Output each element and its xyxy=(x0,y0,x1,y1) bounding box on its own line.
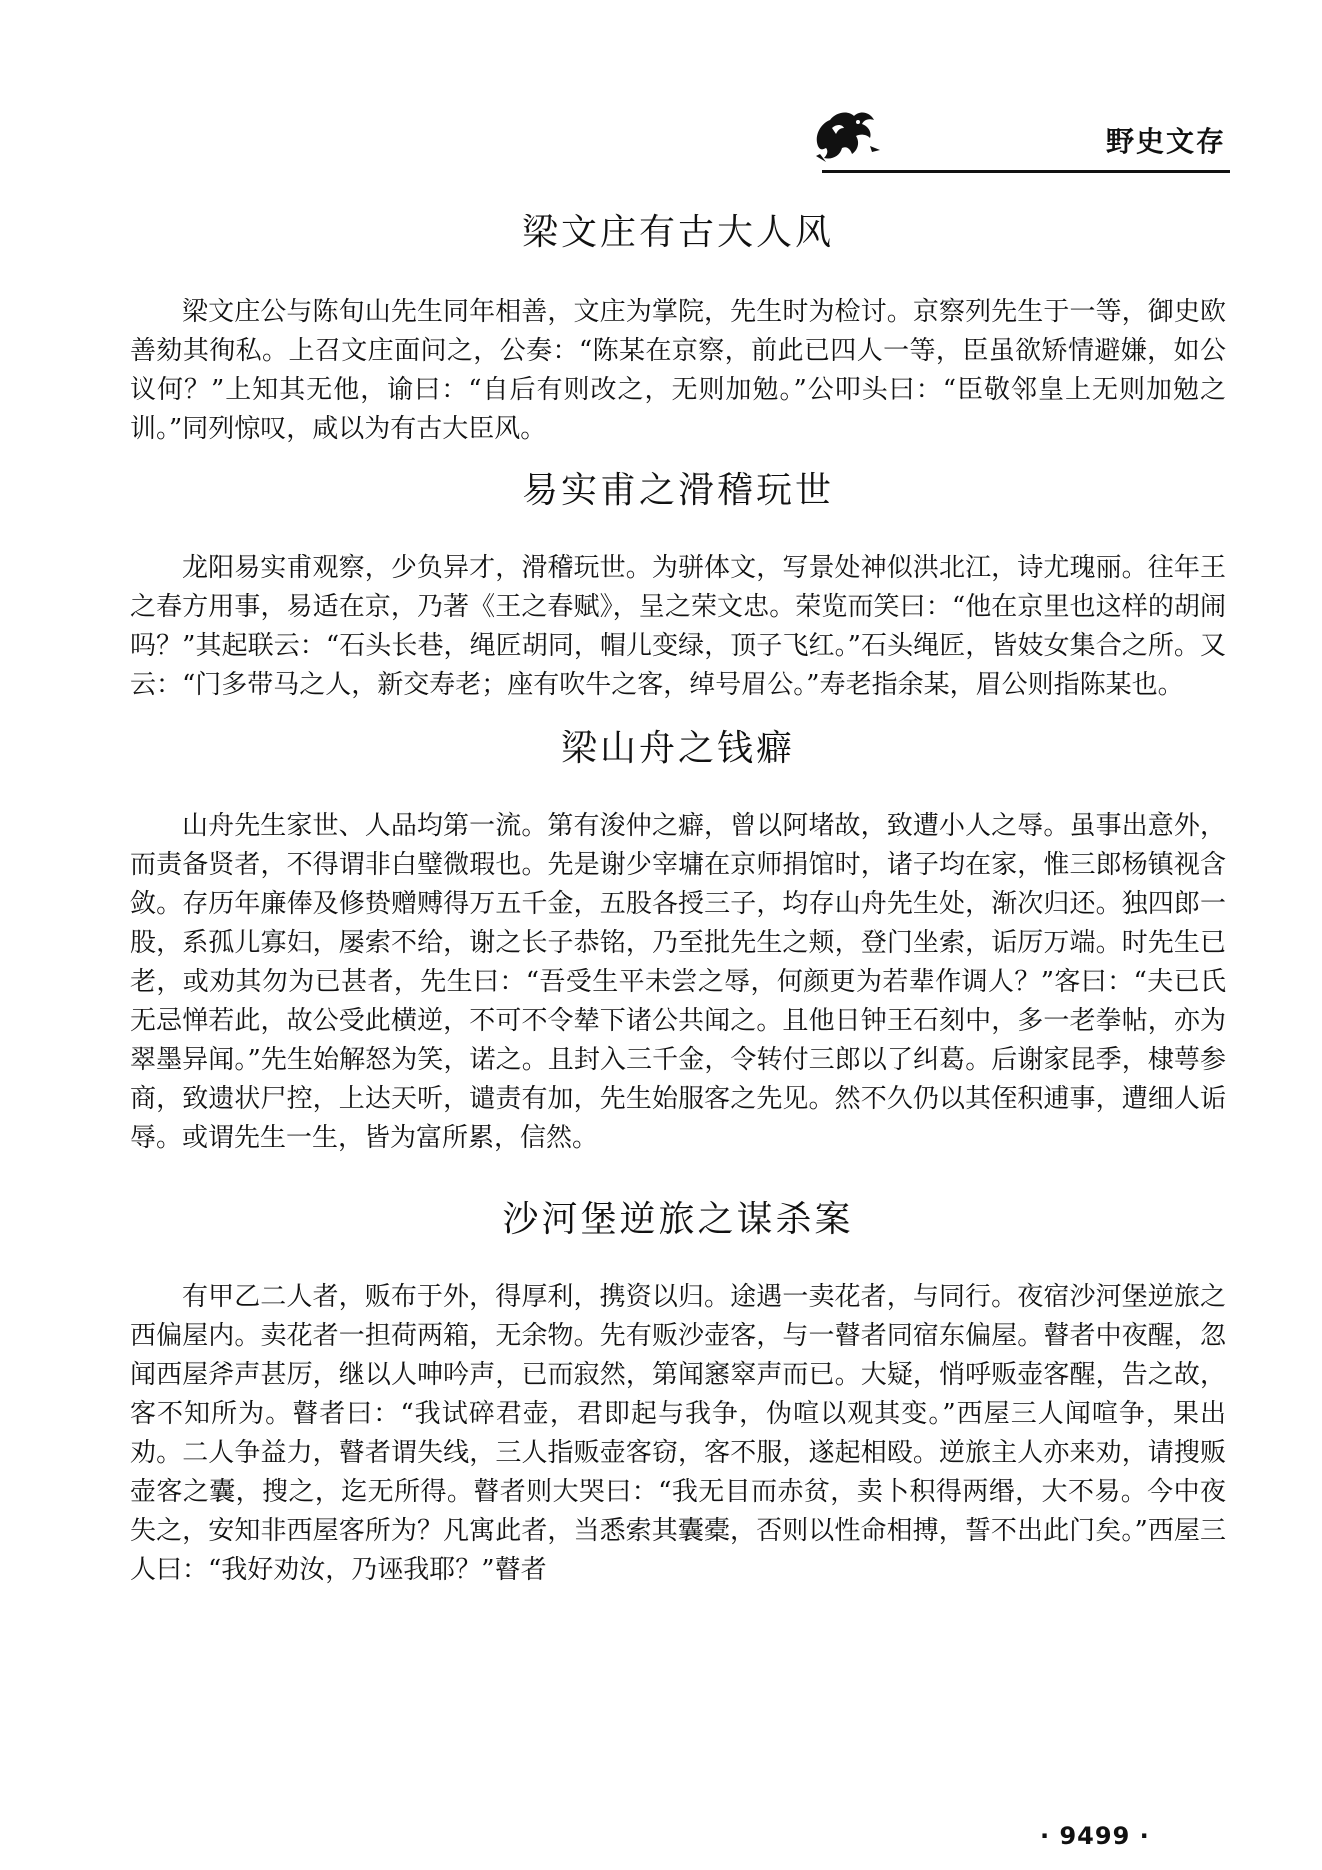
page-content xyxy=(130,205,1226,1590)
article-title: 梁山舟之钱癖 xyxy=(560,728,795,769)
article-title: 沙河堡逆旅之谋杀案 xyxy=(502,1199,854,1240)
running-header xyxy=(790,100,1230,178)
article-title: 易实甫之滑稽玩世 xyxy=(521,470,834,511)
article xyxy=(130,1192,1226,1590)
article-body: 有甲乙二人者，贩布于外，得厚利，携资以归。途遇一卖花者，与同行。夜宿沙河堡逆旅之西偏屋内。卖花者一担荷两箱，无余物。先有贩沙壶客，与一瞽者同宿东偏屋。瞽者中夜醒，忽闻西屋斧声甚厉，继以人呻吟声，已而寂然，第闻窸窣声而已。大疑，悄呼贩壶客醒，告之故，客不知所为。瞽者曰：“我试碎君壶，君即起与我争，伪喧以观其变。”西屋三人闻喧争，果出劝。二人争益力，瞽者谓失线，三人指贩壶客窃，客不服，遂起相殴。逆旅主人亦来劝，请搜贩壶客之囊，搜之，迄无所得。瞽者则大哭曰：“我无目而赤贫，卖卜积得两缗，大不易。今中夜失之，安知非西屋客所为？凡寓此者，当悉索其囊橐，否则以性命相搏，誓不出此门矣。”西屋三人曰：“我好劝汝，乃诬我耶？”瞽者 xyxy=(130,1282,1226,1585)
article xyxy=(130,205,1226,449)
article-body: 梁文庄公与陈旬山先生同年相善，文庄为掌院，先生时为检讨。京察列先生于一等，御史欧善劾其徇私。上召文庄面问之，公奏：“陈某在京察，前此已四人一等，臣虽欲矫情避嫌，如公议何？”上知其无他，谕曰：“自后有则改之，无则加勉。”公叩头曰：“臣敬邻皇上无则加勉之训。”同列惊叹，咸以为有古大臣风。 xyxy=(130,297,1226,444)
dragon-emblem-icon xyxy=(810,106,882,164)
page-number: · 9499 · xyxy=(1040,1822,1150,1850)
article-body: 龙阳易实甫观察，少负异才，滑稽玩世。为骈体文，写景处神似洪北江，诗尤瑰丽。往年王之春方用事，易适在京，乃著《王之春赋》，呈之荣文忠。荣览而笑曰：“他在京里也这样的胡闹吗？”其起联云：“石头长巷，绳匠胡同，帽儿变绿，顶子飞红。”石头绳匠，皆妓女集合之所。又云：“门多带马之人，新交寿老；座有吹牛之客，绰号眉公。”寿老指余某，眉公则指陈某也。 xyxy=(130,553,1226,700)
article xyxy=(130,721,1226,1158)
article-title: 梁文庄有古大人风 xyxy=(521,212,834,253)
series-title: 野史文存 xyxy=(1105,125,1226,158)
header-rule xyxy=(822,170,1230,173)
article xyxy=(130,463,1226,705)
article-body: 山舟先生家世、人品均第一流。第有浚仲之癖，曾以阿堵故，致遭小人之辱。虽事出意外，而责备贤者，不得谓非白璧微瑕也。先是谢少宰墉在京师捐馆时，诸子均在家，惟三郎杨镇视含敛。存历年廉俸及修贽赠赙得万五千金，五股各授三子，均存山舟先生处，渐次归还。独四郎一股，系孤儿寡妇，屡索不给，谢之长子恭铭，乃至批先生之颊，登门坐索，诟厉万端。时先生已老，或劝其勿为已甚者，先生曰：“吾受生平未尝之辱，何颜更为若辈作调人？”客曰：“夫已氏无忌惮若此，故公受此横逆，不可不令辇下诸公共闻之。且他日钟王石刻中，多一老拳帖，亦为翠墨异闻。”先生始解怒为笑，诺之。且封入三千金，令转付三郎以了纠葛。后谢家昆季，棣萼参商，致遗状尸控，上达天听，谴责有加，先生始服客之先见。然不久仍以其侄积逋事，遭细人诟辱。或谓先生一生，皆为富所累，信然。 xyxy=(130,811,1226,1153)
